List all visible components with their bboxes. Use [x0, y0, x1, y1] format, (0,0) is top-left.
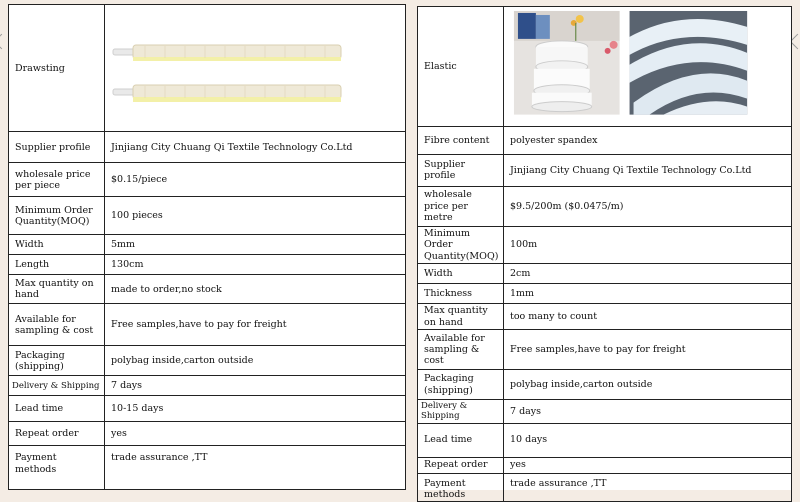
table-row	[418, 457, 792, 473]
row-label: Supplier profile	[418, 154, 504, 186]
row-value: Jinjiang City Chuang Qi Textile Technology Co.Ltd	[105, 132, 406, 163]
row-value: 100m	[504, 226, 792, 263]
row-value: yes	[105, 422, 406, 446]
row-value: yes	[504, 457, 792, 473]
row-label: Delivery & Shipping	[418, 400, 504, 423]
elastic-spec-sheet	[417, 6, 792, 500]
product-name: Elastic	[418, 7, 504, 127]
row-label: Thickness	[418, 284, 504, 304]
row-label: Payment methods	[9, 446, 105, 490]
table-row	[9, 446, 406, 490]
table-row	[9, 255, 406, 275]
table-row	[418, 400, 792, 423]
row-label: Supplier profile	[9, 132, 105, 163]
row-value: polyester spandex	[504, 126, 792, 154]
table-row	[9, 275, 406, 304]
drawstring-photo	[105, 5, 406, 132]
table-row	[9, 422, 406, 446]
table-row	[418, 304, 792, 330]
row-label: Max quantity on hand	[9, 275, 105, 304]
row-label: Minimum Order Quantity(MOQ)	[418, 226, 504, 263]
row-value: Free samples,have to pay for freight	[504, 330, 792, 370]
row-value: 10-15 days	[105, 396, 406, 422]
table-row	[9, 346, 406, 376]
row-label: Delivery & Shipping	[9, 376, 105, 396]
row-value: 7 days	[105, 376, 406, 396]
product-header-row	[9, 5, 406, 132]
table-row	[418, 186, 792, 226]
row-label: Available for sampling & cost	[9, 304, 105, 346]
table-row	[9, 197, 406, 235]
row-label: Repeat order	[418, 457, 504, 473]
row-label: Repeat order	[9, 422, 105, 446]
table-row	[9, 235, 406, 255]
row-value: trade assurance ,TT	[504, 473, 792, 502]
table-row	[418, 284, 792, 304]
row-value: Free samples,have to pay for freight	[105, 304, 406, 346]
table-row	[9, 304, 406, 346]
row-value: polybag inside,carton outside	[105, 346, 406, 376]
row-value: made to order,no stock	[105, 275, 406, 304]
table-row	[418, 264, 792, 284]
row-label: Fibre content	[418, 126, 504, 154]
row-label: Length	[9, 255, 105, 275]
row-value: 2cm	[504, 264, 792, 284]
row-label: Width	[418, 264, 504, 284]
row-label: Minimum Order Quantity(MOQ)	[9, 197, 105, 235]
table-row	[418, 423, 792, 457]
product-header-row	[418, 7, 792, 127]
row-value: 5mm	[105, 235, 406, 255]
row-label: Available for sampling & cost	[418, 330, 504, 370]
table-row	[9, 376, 406, 396]
row-label: Max quantity on hand	[418, 304, 504, 330]
drawstring-spec-table	[8, 4, 406, 490]
row-label: wholesale price per metre	[418, 186, 504, 226]
table-row	[418, 154, 792, 186]
elastic-image	[504, 7, 791, 123]
elastic-photos	[504, 7, 792, 127]
row-label: Lead time	[418, 423, 504, 457]
table-row	[418, 473, 792, 502]
table-row	[418, 226, 792, 263]
row-label: Packaging (shipping)	[9, 346, 105, 376]
row-value: 1mm	[504, 284, 792, 304]
row-value: trade assurance ,TT	[105, 446, 406, 490]
table-row	[418, 370, 792, 400]
row-value: $0.15/piece	[105, 163, 406, 197]
row-value: 100 pieces	[105, 197, 406, 235]
drawstring-image	[105, 5, 405, 128]
row-value: Jinjiang City Chuang Qi Textile Technology Co.Ltd	[504, 154, 792, 186]
table-row	[9, 396, 406, 422]
drawstring-spec-sheet	[8, 4, 406, 490]
row-value: too many to count	[504, 304, 792, 330]
product-name: Drawsting	[9, 5, 105, 132]
row-label: wholesale price per piece	[9, 163, 105, 197]
row-label: Width	[9, 235, 105, 255]
table-row	[418, 126, 792, 154]
table-row	[9, 132, 406, 163]
row-label: Lead time	[9, 396, 105, 422]
row-value: $9.5/200m ($0.0475/m)	[504, 186, 792, 226]
table-row	[9, 163, 406, 197]
row-value: 10 days	[504, 423, 792, 457]
row-label: Packaging (shipping)	[418, 370, 504, 400]
row-value: polybag inside,carton outside	[504, 370, 792, 400]
row-value: 7 days	[504, 400, 792, 423]
table-row	[418, 330, 792, 370]
elastic-spec-table	[417, 6, 792, 502]
row-label: Payment methods	[418, 473, 504, 502]
row-value: 130cm	[105, 255, 406, 275]
